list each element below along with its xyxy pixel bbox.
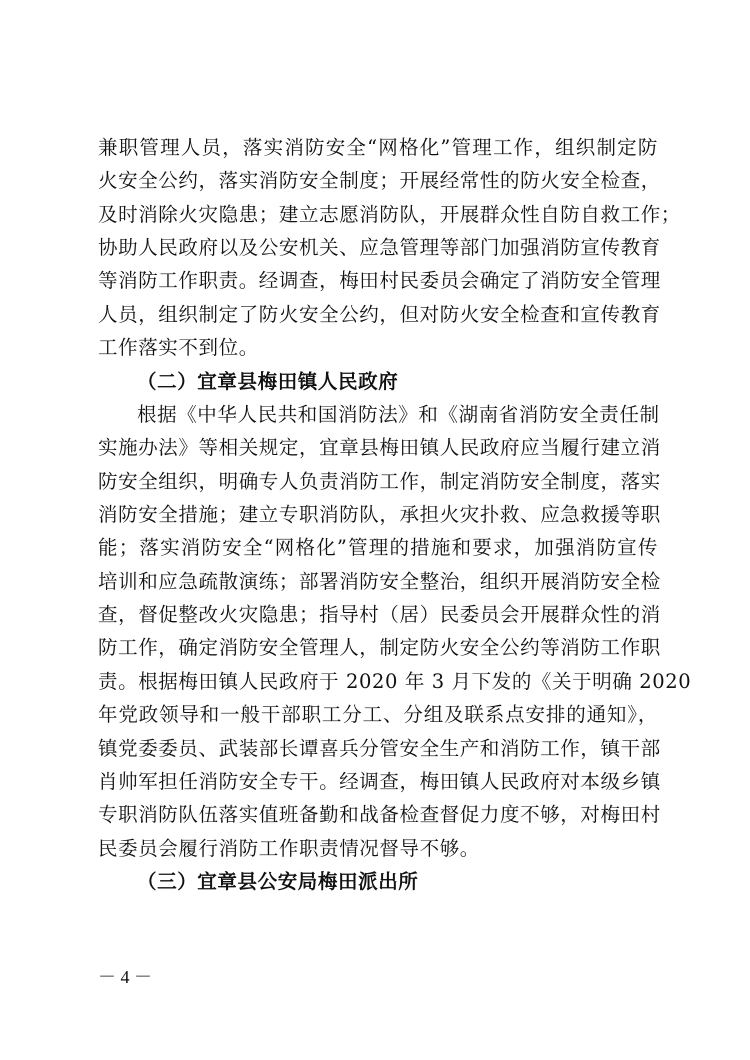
paragraph-line: 火安全公约，落实消防安全制度；开展经常性的防火安全检查， — [98, 169, 661, 192]
paragraph-line: 工作落实不到位。 — [98, 336, 259, 359]
paragraph-line: 实施办法》等相关规定，宜章县梅田镇人民政府应当履行建立消 — [98, 436, 661, 459]
paragraph-line: 协助人民政府以及公安机关、应急管理等部门加强消防宣传教育 — [98, 236, 661, 259]
section-heading: （三）宜章县公安局梅田派出所 — [137, 870, 419, 893]
paragraph-line: 及时消除火灾隐患；建立志愿消防队，开展群众性自防自救工作； — [98, 203, 681, 226]
paragraph-line: 民委员会履行消防工作职责情况督导不够。 — [98, 837, 480, 860]
paragraph-line: 查，督促整改火灾隐患；指导村（居）民委员会开展群众性的消 — [98, 603, 661, 626]
paragraph-line: 人员，组织制定了防火安全公约，但对防火安全检查和宣传教育 — [98, 303, 661, 326]
paragraph-line: 等消防工作职责。经调查，梅田村民委员会确定了消防安全管理 — [98, 269, 661, 292]
paragraph-line: 镇党委委员、武装部长谭喜兵分管安全生产和消防工作，镇干部 — [98, 737, 661, 760]
page-number: － 4 － — [98, 967, 152, 987]
paragraph-line: 专职消防队伍落实值班备勤和战备检查督促力度不够，对梅田村 — [98, 803, 661, 826]
paragraph-line: 防工作，确定消防安全管理人，制定防火安全公约等消防工作职 — [98, 636, 661, 659]
paragraph-line: 根据《中华人民共和国消防法》和《湖南省消防安全责任制 — [137, 403, 660, 426]
paragraph-line: 防安全组织，明确专人负责消防工作，制定消防安全制度，落实 — [98, 470, 661, 493]
paragraph-line: 培训和应急疏散演练；部署消防安全整治，组织开展消防安全检 — [98, 570, 661, 593]
paragraph-line: 责。根据梅田镇人民政府于 2020 年 3 月下发的《关于明确 2020 — [98, 670, 692, 693]
section-heading: （二）宜章县梅田镇人民政府 — [137, 370, 399, 393]
paragraph-line: 兼职管理人员，落实消防安全“网格化”管理工作，组织制定防 — [98, 136, 658, 159]
paragraph-line: 肖帅军担任消防安全专干。经调查，梅田镇人民政府对本级乡镇 — [98, 770, 661, 793]
paragraph-line: 年党政领导和一般干部职工分工、分组及联系点安排的通知》， — [98, 703, 658, 726]
paragraph-line: 消防安全措施；建立专职消防队，承担火灾扑救、应急救援等职 — [98, 503, 661, 526]
paragraph-line: 能；落实消防安全“网格化”管理的措施和要求，加强消防宣传 — [98, 536, 658, 559]
